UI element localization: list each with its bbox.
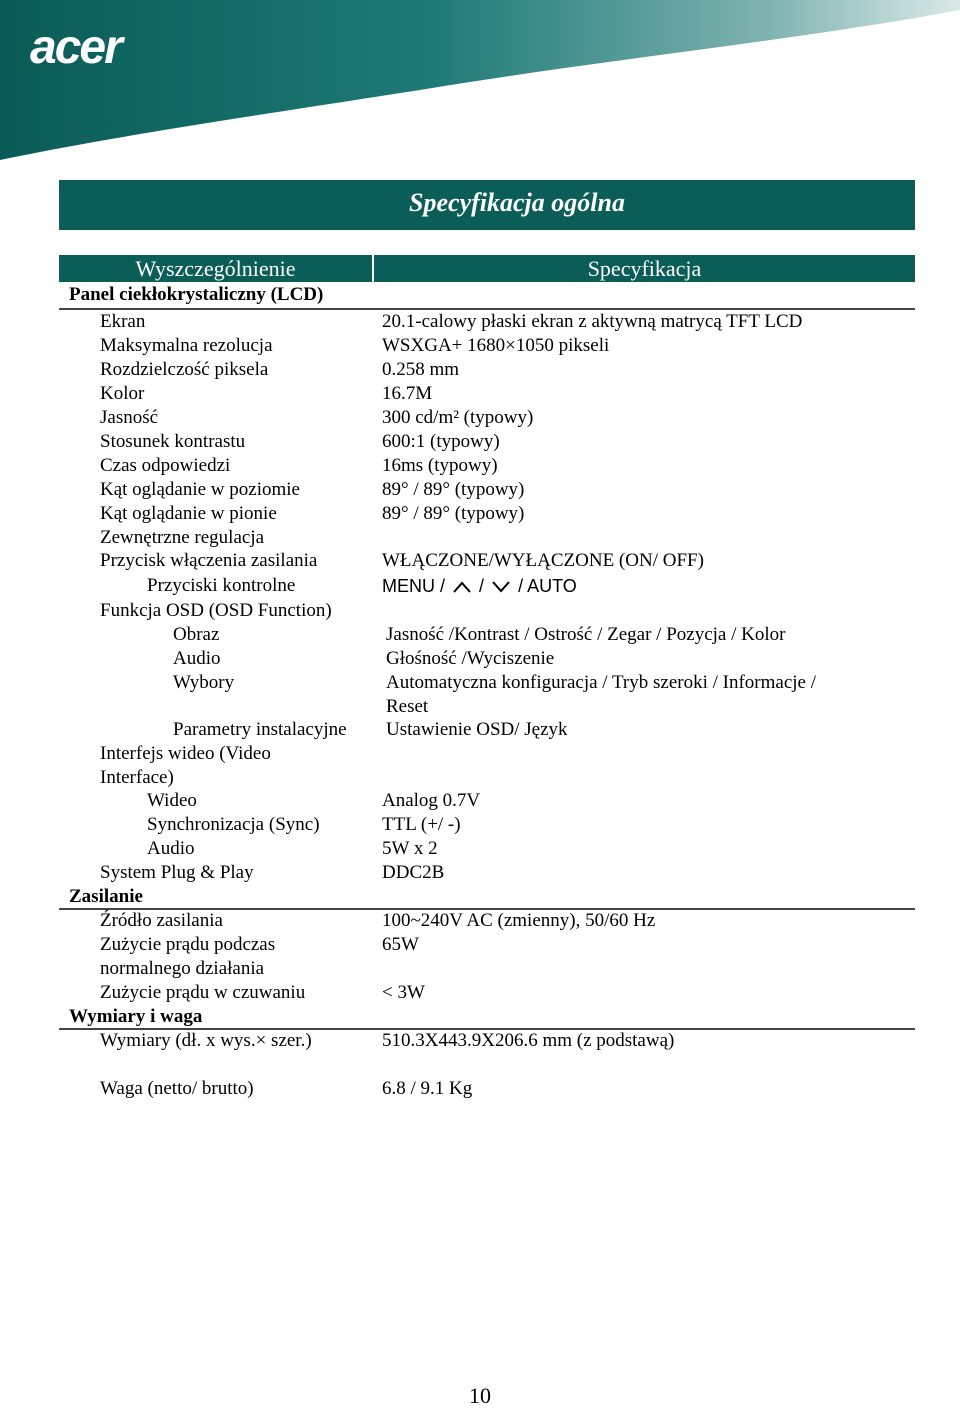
row-label: Zużycie prądu podczas [100, 934, 276, 955]
row-label: Synchronizacja (Sync) [147, 814, 320, 835]
chevron-down-icon [489, 578, 513, 596]
row-value: Automatyczna konfiguracja / Tryb szeroki / Informacje / [386, 672, 817, 693]
row-label: System Plug & Play [100, 862, 254, 883]
row-label: Interfejs wideo (Video [100, 743, 271, 764]
row-label: Źródło zasilania [100, 910, 223, 931]
row-label: Czas odpowiedzi [100, 455, 231, 476]
row-value: 100~240V AC (zmienny), 50/60 Hz [382, 910, 656, 931]
row-label: Przyciski kontrolne [147, 575, 296, 596]
page-number: 10 [469, 1383, 491, 1408]
section-lcd: Panel ciekłokrystaliczny (LCD) [69, 284, 324, 305]
menu-text: MENU / [382, 576, 445, 596]
row-value: 6.8 / 9.1 Kg [382, 1078, 473, 1099]
row-label: Wybory [173, 672, 235, 693]
row-value: 89° / 89° (typowy) [382, 503, 525, 524]
row-value: < 3W [382, 982, 425, 1003]
row-value: 300 cd/m² (typowy) [382, 407, 534, 428]
row-label: Obraz [173, 624, 220, 645]
column-header-left: Wyszczególnienie [59, 255, 372, 282]
section-divider [59, 308, 915, 310]
row-label: Waga (netto/ brutto) [100, 1078, 254, 1099]
row-value: 0.258 mm [382, 359, 460, 380]
row-value: DDC2B [382, 862, 445, 883]
header-banner [0, 0, 960, 165]
row-label: Wymiary (dł. x wys.× szer.) [100, 1030, 312, 1051]
section-power: Zasilanie [69, 886, 143, 907]
row-value: 510.3X443.9X206.6 mm (z podstawą) [382, 1030, 675, 1051]
row-label: Zużycie prądu w czuwaniu [100, 982, 306, 1003]
row-value: 20.1-calowy płaski ekran z aktywną matrycą TFT LCD [382, 311, 803, 332]
row-label: Przycisk włączenia zasilania [100, 550, 318, 571]
row-value: 65W [382, 934, 419, 955]
row-label: Funkcja OSD (OSD Function) [100, 600, 332, 621]
row-value: WŁĄCZONE/WYŁĄCZONE (ON/ OFF) [382, 550, 704, 571]
row-value: Analog 0.7V [382, 790, 481, 811]
row-value: 89° / 89° (typowy) [382, 479, 525, 500]
row-label: Kolor [100, 383, 145, 404]
row-value: 16ms (typowy) [382, 455, 498, 476]
row-value: 600:1 (typowy) [382, 431, 500, 452]
page-title-bar [59, 180, 915, 230]
row-label: Ekran [100, 311, 146, 332]
row-label: Kąt oglądanie w pionie [100, 503, 277, 524]
row-label: Parametry instalacyjne [173, 719, 347, 740]
row-value: Ustawienie OSD/ Język [386, 719, 568, 740]
section-dimensions: Wymiary i waga [69, 1006, 203, 1027]
row-label: Rozdzielczość piksela [100, 359, 269, 380]
row-value: Reset [386, 696, 429, 717]
row-value: WSXGA+ 1680×1050 pikseli [382, 335, 610, 356]
row-label: Maksymalna rezolucja [100, 335, 273, 356]
acer-logo: acer [30, 21, 121, 74]
row-value: 16.7M [382, 383, 433, 404]
row-value: Jasność /Kontrast / Ostrość / Zegar / Pozycja / Kolor [386, 624, 786, 645]
separator-text: / [479, 576, 485, 596]
row-value: TTL (+/ -) [382, 814, 461, 835]
row-value: Głośność /Wyciszenie [386, 648, 555, 669]
control-buttons-value [382, 575, 577, 597]
row-label: Wideo [147, 790, 197, 811]
page-title: Specyfikacja ogólna [409, 188, 625, 217]
column-header-right: Specyfikacja [374, 255, 915, 282]
row-label: Kąt oglądanie w poziomie [100, 479, 300, 500]
row-label: Jasność [100, 407, 159, 428]
row-label: Audio [173, 648, 221, 669]
row-label: Interface) [100, 767, 174, 788]
row-label: Stosunek kontrastu [100, 431, 246, 452]
auto-text: / AUTO [518, 576, 577, 596]
row-label: normalnego działania [100, 958, 265, 979]
row-label: Audio [147, 838, 195, 859]
chevron-up-icon [450, 578, 474, 596]
row-label: Zewnętrzne regulacja [100, 527, 265, 548]
row-value: 5W x 2 [382, 838, 438, 859]
